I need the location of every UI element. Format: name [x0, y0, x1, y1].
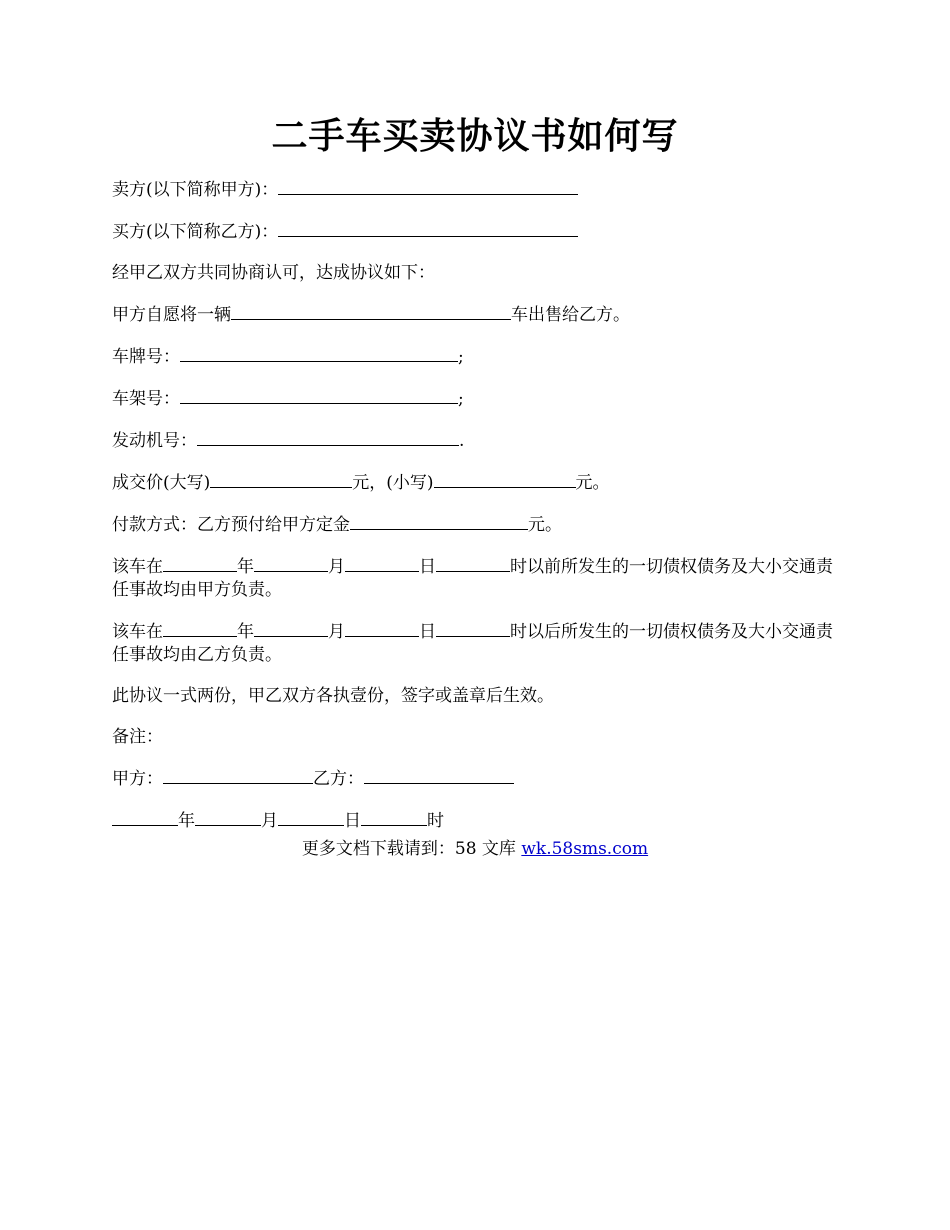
seller-line: [112, 178, 847, 202]
deposit-blank: [350, 513, 528, 530]
footer-text: 更多文档下载请到：58 文库: [301, 839, 522, 859]
party-a-blank: [163, 767, 313, 784]
plate-end: ;: [458, 347, 464, 367]
document-title: 二手车买卖协议书如何写: [271, 115, 679, 157]
before-day-blank: [345, 555, 419, 572]
buyer-blank: [278, 220, 578, 237]
engine-label: 发动机号：: [112, 431, 197, 451]
date-day-label: 日: [344, 811, 361, 831]
before-hour-blank: [436, 555, 510, 572]
before-day-label: 日: [419, 557, 436, 577]
payment-line: [112, 513, 847, 537]
after-year-label: 年: [237, 622, 254, 642]
party-b-label: 乙方：: [313, 769, 364, 789]
party-b-blank: [364, 767, 514, 784]
date-hour-label: 时: [427, 811, 444, 831]
date-line: [112, 809, 847, 833]
price-upper-blank: [210, 471, 352, 488]
before-month-label: 月: [328, 557, 345, 577]
price-lower-blank: [434, 471, 576, 488]
engine-end: .: [459, 431, 465, 451]
engine-blank: [197, 429, 459, 446]
price-prefix: 成交价(大写): [112, 473, 211, 493]
date-year-label: 年: [178, 811, 195, 831]
liability-before-paragraph: [112, 555, 847, 602]
frame-blank: [180, 387, 458, 404]
seller-blank: [278, 178, 578, 195]
remarks-line: 备注：: [112, 727, 163, 747]
after-day-label: 日: [419, 622, 436, 642]
after-month-blank: [254, 620, 328, 637]
date-month-label: 月: [261, 811, 278, 831]
payment-suffix: 元。: [528, 515, 562, 535]
price-mid: 元，(小写): [352, 473, 434, 493]
buyer-label: 买方(以下简称乙方)：: [112, 222, 279, 242]
price-line: [112, 471, 847, 495]
seller-label: 卖方(以下简称甲方)：: [112, 180, 279, 200]
date-year-blank: [112, 809, 178, 826]
before-year-blank: [163, 555, 237, 572]
after-month-label: 月: [328, 622, 345, 642]
after-day-blank: [345, 620, 419, 637]
before-month-blank: [254, 555, 328, 572]
footer: [0, 838, 950, 861]
price-suffix: 元。: [575, 473, 610, 493]
footer-link[interactable]: wk.58sms.com: [521, 839, 649, 859]
vehicle-blank: [231, 303, 511, 320]
payment-prefix: 付款方式：乙方预付给甲方定金: [112, 515, 350, 535]
copies-line: 此协议一式两份，甲乙双方各执壹份，签字或盖章后生效。: [112, 686, 554, 706]
before-rest: 时以前所发生的一切债权债务及大小交通责任事故均由甲方负责。: [112, 557, 833, 600]
date-month-blank: [195, 809, 261, 826]
liability-after-paragraph: [112, 620, 847, 667]
frame-end: ;: [458, 389, 464, 409]
signature-line: [112, 767, 847, 791]
engine-line: [112, 429, 847, 453]
document-body: [112, 178, 847, 851]
buyer-line: [112, 220, 847, 244]
after-year-blank: [163, 620, 237, 637]
date-day-blank: [278, 809, 344, 826]
sale-line: [112, 303, 847, 327]
before-year-label: 年: [237, 557, 254, 577]
after-hour-blank: [436, 620, 510, 637]
date-hour-blank: [361, 809, 427, 826]
plate-blank: [180, 345, 458, 362]
intro-line: 经甲乙双方共同协商认可，达成协议如下：: [112, 263, 435, 283]
after-rest: 时以后所发生的一切债权债务及大小交通责任事故均由乙方负责。: [112, 622, 833, 665]
frame-line: [112, 387, 847, 411]
plate-line: [112, 345, 847, 369]
sale-prefix: 甲方自愿将一辆: [112, 305, 231, 325]
before-prefix: 该车在: [112, 557, 163, 577]
after-prefix: 该车在: [112, 622, 163, 642]
sale-suffix: 车出售给乙方。: [511, 305, 630, 325]
frame-label: 车架号：: [112, 389, 180, 409]
party-a-label: 甲方：: [112, 769, 163, 789]
plate-label: 车牌号：: [112, 347, 180, 367]
